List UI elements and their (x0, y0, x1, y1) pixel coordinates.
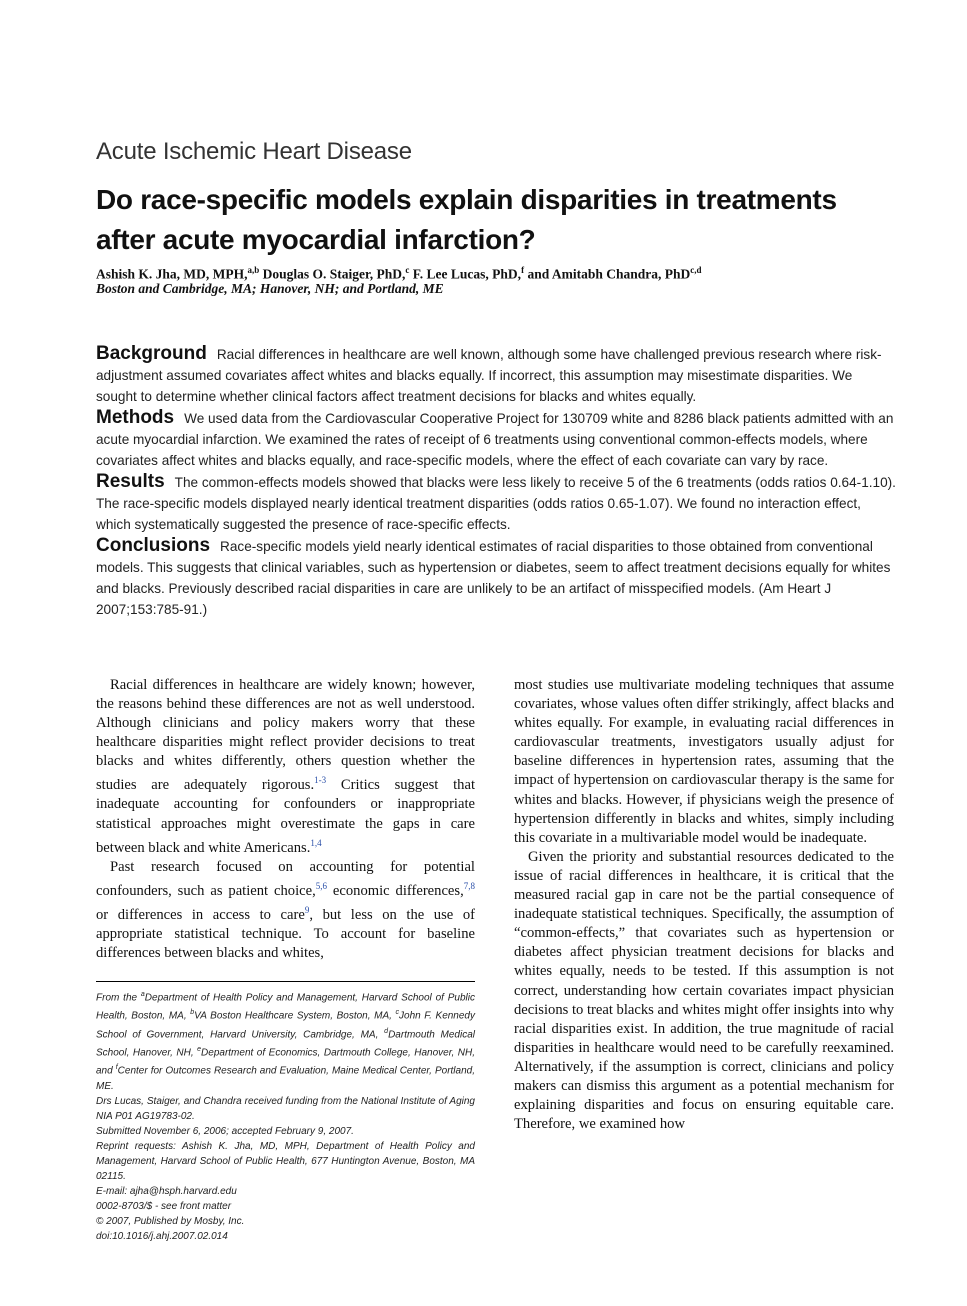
body-text: or differences in access to care (96, 906, 305, 923)
footnote-reprint: Reprint requests: Ashish K. Jha, MD, MPH, Department of Health Policy and Management, Harvard School of Public Health, 677 Huntington Avenue, Boston, MA 02115. (96, 1140, 475, 1182)
footnote-text: Department of Health Policy and Management, Harvard School of Public Health, Boston, MA, (96, 992, 475, 1022)
abstract-heading: Results (96, 471, 165, 492)
footnote-issn: 0002-8703/$ - see front matter (96, 1200, 232, 1212)
paper-title: Do race-specific models explain disparities in treatments after acute myocardial infarction? (96, 184, 837, 255)
footnote-text: Dartmouth Medical School, Hanover, NH, (96, 1028, 476, 1059)
body-text: , but less on the use of appropriate statistical technique. To account for baseline differences between blacks and whites, (96, 906, 475, 961)
abstract-text: The common-effects models showed that blacks were less likely to receive 5 of the 6 treatments (odds ratios 0.64-1.10). The race-specific models displayed nearly identical treatment disparities (odds ratios 0.65-1.07). We found no interaction effect, which systematically suggested the presence of race-specific effects. (96, 475, 896, 532)
footnote-text: From the (96, 992, 141, 1004)
body-text: Critics suggest that inadequate accounting for confounders or inappropriate statistical approaches might overestimate the gaps in care between black and white Americans. (96, 777, 476, 856)
footnote-mark: a (140, 991, 145, 998)
author-name: Ashish K. Jha, MD, MPH, (96, 266, 248, 282)
citation-link[interactable]: 9 (304, 904, 310, 915)
affiliation-locations: Boston and Cambridge, MA; Hanover, NH; and Portland, ME (96, 281, 444, 296)
footnote-mark: e (197, 1045, 202, 1053)
abstract-text: Race-specific models yield nearly identical estimates of racial disparities to those obtained from conventional models. This suggests that clinical variables, such as hypertension or diabetes, seem to affect treatment decisions equally for whites and blacks. Previously described racial disparities in care are unlikely to be an artifact of misspecified models. (Am Heart J 2007;153:785-91.) (96, 539, 891, 617)
body-column-right (514, 676, 894, 1134)
body-paragraph (96, 676, 475, 858)
author-affiliation-mark: c (405, 265, 410, 275)
footnote-text: Center for Outcomes Research and Evaluation, Maine Medical Center, Portland, ME. (96, 1065, 475, 1092)
footnote-copyright: © 2007, Published by Mosby, Inc. (96, 1215, 245, 1227)
footnote-mark: d (384, 1027, 389, 1035)
author-affiliation-mark: c,d (690, 265, 702, 275)
footnote-affiliations (96, 987, 475, 1094)
footnote-mark: b (190, 1009, 195, 1017)
body-paragraph: most studies use multivariate modeling techniques that assume covariates, whose values often differ strikingly, affect blacks and whites equally. For example, in evaluating racial differences in cardiovascular treatments, investigators usually adjust for baseline differences in hypertension rates, assuming that the impact of hypertension on cardiovascular therapy is the same for whites and blacks. However, if physicians weigh the presence of hypertension differently in blacks and whites, simply including this covariate in a multivariable model would be inadequate. (514, 677, 894, 846)
footnote-mark: f (115, 1064, 118, 1072)
author-name: and Amitabh Chandra, PhD (527, 266, 691, 282)
abstract-background (96, 343, 896, 407)
footnote-divider (96, 981, 475, 982)
footnote-text: VA Boston Healthcare System, Boston, MA, (194, 1010, 396, 1022)
footnote-text: John F. Kennedy School of Government, Harvard University, Cambridge, MA, (96, 1010, 475, 1040)
section-heading: Acute Ischemic Heart Disease (96, 138, 412, 165)
abstract-heading: Conclusions (96, 535, 211, 556)
footnote-submitted: Submitted November 6, 2006; accepted February 9, 2007. (96, 1125, 354, 1137)
abstract-text: We used data from the Cardiovascular Cooperative Project for 130709 white and 8286 black patients admitted with an acute myocardial infarction. We examined the rates of receipt of 6 treatments using conventional common-effects models, where covariates affect whites and blacks equally, and race-specific models, where the effect of each covariate can vary by race. (96, 411, 894, 468)
body-text: economic differences, (327, 882, 464, 899)
abstract-conclusions (96, 535, 896, 620)
footnotes (96, 987, 475, 1244)
abstract (96, 343, 896, 620)
body-text: Past research focused on accounting for potential confounders, such as patient choice, (96, 858, 475, 899)
footnote-text: Department of Economics, Dartmouth College, Hanover, NH, and (96, 1047, 476, 1077)
author-affiliation-mark: f (521, 265, 525, 275)
body-column-left (96, 676, 475, 963)
citation-link[interactable]: 7,8 (463, 880, 475, 891)
body-paragraph (96, 858, 475, 963)
citation-link[interactable]: 1,4 (310, 837, 322, 848)
abstract-results (96, 471, 896, 535)
citation-link[interactable]: 1-3 (314, 775, 327, 786)
author-name: F. Lee Lucas, PhD, (412, 266, 522, 282)
footnote-doi[interactable]: doi:10.1016/j.ahj.2007.02.014 (96, 1230, 228, 1242)
abstract-methods (96, 407, 896, 471)
abstract-heading: Methods (96, 407, 175, 428)
footnote-email[interactable]: E-mail: ajha@hsph.harvard.edu (96, 1185, 237, 1197)
citation-link[interactable]: 5,6 (315, 880, 327, 891)
body-text: Racial differences in healthcare are widely known; however, the reasons behind these differences are not as well understood. Although clinicians and policy makers worry that these healthcare disparities might reflect provider decisions to treat blacks and whites differently, others question whether the studies are adequately rigorous. (96, 677, 475, 794)
footnote-mark: c (395, 1009, 400, 1017)
body-paragraph: Given the priority and substantial resources dedicated to the issue of racial differences in healthcare, it is critical that the measured racial gap in care not be the partial consequence of inadequate statistical techniques. Specifically, the assumption of “common-effects,” that covariates such as hypertension or diabetes affect physician treatment decisions for blacks and whites equally, needs to be tested. If this assumption is not correct, understanding how certain covariates impact physician decisions to treat blacks and whites might offer insights into why racial disparities exist. In addition, the true magnitude of racial disparities in healthcare would need to be carefully reexamined. Alternatively, if the assumption is correct, clinicians and policy makers can dismiss this argument as a potential mechanism for explaining disparities and focus on ensuring equitable care. Therefore, we examined how (514, 848, 894, 1133)
author-name: Douglas O. Staiger, PhD, (262, 266, 406, 282)
abstract-text: Racial differences in healthcare are well known, although some have challenged previous research where risk-adjustment assumed covariates affect whites and blacks equally. If incorrect, this assumption may misestimate disparities. We sought to determine whether clinical factors affect treatment decisions for blacks and whites equally. (96, 347, 882, 404)
footnote-funding: Drs Lucas, Staiger, and Chandra received funding from the National Institute of Aging NIA P01 AG19783-02. (96, 1095, 475, 1122)
abstract-heading: Background (96, 343, 207, 364)
author-affiliation-mark: a,b (247, 265, 260, 275)
